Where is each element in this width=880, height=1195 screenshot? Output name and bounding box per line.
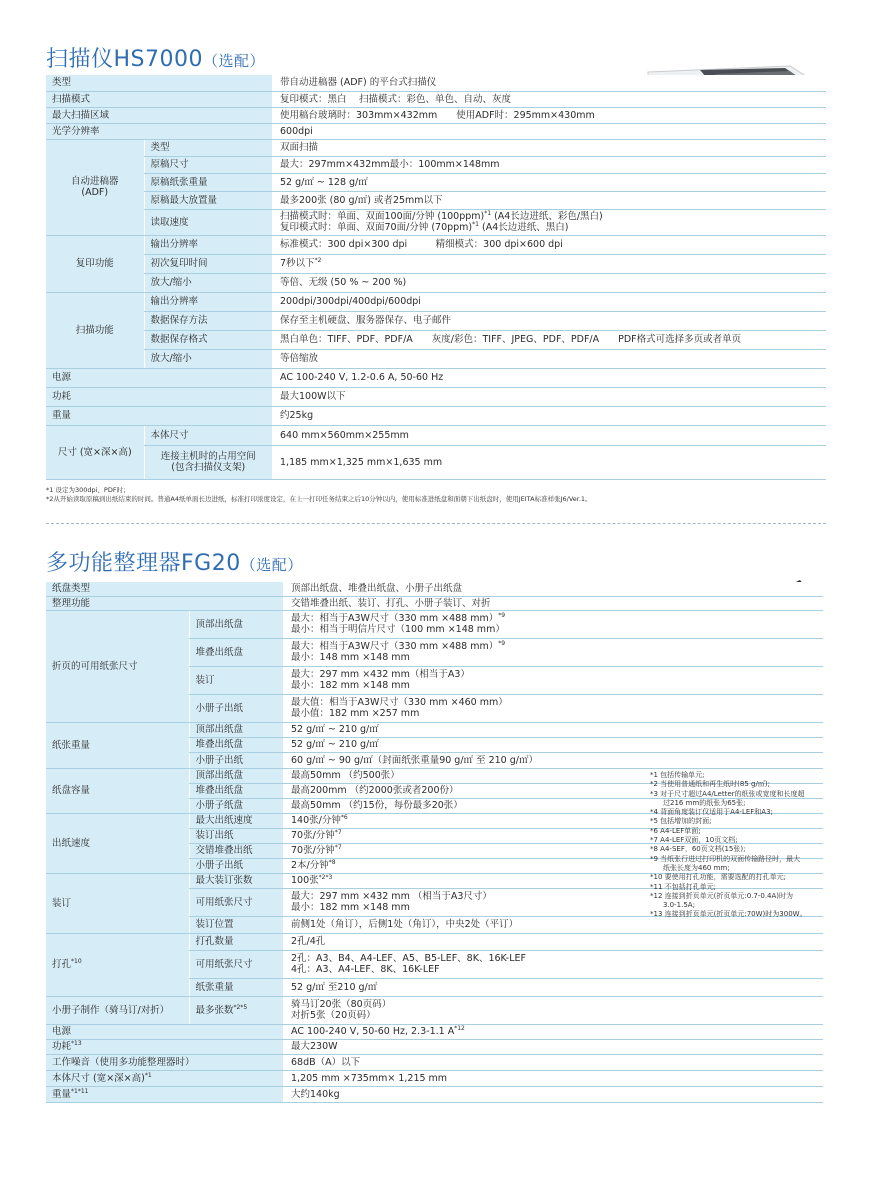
- value-line: [291, 613, 817, 624]
- spec-value: 交错堆叠出纸、装订、打孔、小册子装订、对折: [283, 596, 823, 610]
- table-row: [46, 1024, 823, 1039]
- table-row: [46, 156, 826, 173]
- spec-label: 最大扫描区域: [46, 107, 272, 123]
- table-row: [46, 933, 823, 950]
- speed-text: 扫描模式时：单面、双面100面/分钟 (100ppm): [280, 211, 485, 222]
- value-line: 最小：相当于明信片尺寸（100 mm ×148 mm）: [291, 624, 505, 635]
- scanner-title-text: 扫描仪HS7000: [46, 47, 203, 72]
- spec-group-label: 尺寸 (宽×深×高): [46, 425, 144, 479]
- value-text: 70张/分钟: [291, 830, 335, 841]
- spec-group-label: 扫描功能: [46, 292, 144, 368]
- spec-sublabel: 原稿最大放置量: [144, 191, 272, 209]
- spec-group-label: 小册子制作（骑马订/对折）: [46, 996, 189, 1024]
- spec-sublabel: [144, 445, 272, 479]
- table-row: [46, 1054, 823, 1070]
- spec-sublabel: 小册子出纸: [189, 694, 283, 722]
- footnote-ref: *9: [498, 639, 506, 647]
- footnote-ref: *8: [328, 858, 336, 866]
- table-row: [46, 173, 826, 191]
- table-row: [46, 596, 823, 610]
- side-note: *13 连接到折页单元(折页单元:70W)时为300W。: [650, 910, 807, 919]
- spec-sublabel: 装订出纸: [189, 828, 283, 843]
- table-row: [46, 139, 826, 156]
- table-row: [46, 107, 826, 123]
- spec-value: 最多200张 (80 g/㎡) 或者25mm以下: [272, 191, 826, 209]
- spec-value: 标准模式：300 dpi×300 dpi 精细模式：300 dpi×600 dpi: [272, 235, 826, 254]
- spec-value: 最高50mm （约15份，每份最多20张）: [283, 798, 823, 813]
- spec-value: [283, 950, 823, 978]
- spec-label: 电源: [46, 368, 272, 387]
- spec-value: 52 g/㎡ ~ 128 g/㎡: [272, 173, 826, 191]
- spec-value: 复印模式：黑白 扫描模式：彩色、单色、自动、灰度: [272, 91, 826, 107]
- spec-value: 最高50mm （约500张）: [283, 768, 823, 783]
- footnote-ref: *13: [71, 1039, 82, 1047]
- spec-value: 1,185 mm×1,325 mm×1,635 mm: [272, 445, 826, 479]
- table-row: [46, 1070, 823, 1086]
- footnote-ref: *12: [454, 1024, 465, 1032]
- spec-label: [46, 1086, 283, 1102]
- adf-label: 自动进稿器: [70, 176, 119, 187]
- value-text: AC 100-240 V, 50-60 Hz, 2.3-1.1 A: [291, 1026, 455, 1037]
- spec-label: 工作噪音（使用多功能整理器时）: [46, 1054, 283, 1070]
- footnote-ref: *1*11: [71, 1087, 89, 1095]
- scanner-section-title: [46, 42, 265, 73]
- spec-sublabel: 最大出纸速度: [189, 813, 283, 828]
- spec-value: 2孔/4孔: [283, 933, 823, 950]
- footnote-ref: *2*3: [318, 873, 333, 881]
- value-line: 2孔：A3、B4、A4-LEF、A5、B5-LEF、8K、16K-LEF: [291, 953, 526, 964]
- side-note: *6 A4-LEF单面;: [650, 826, 701, 835]
- spec-sublabel: 顶部出纸盘: [189, 722, 283, 737]
- table-row: [46, 368, 826, 387]
- speed-text: (A4长边进纸、彩色/黑白): [491, 211, 603, 222]
- spec-sublabel: 可用纸张尺寸: [189, 950, 283, 978]
- footnote: *1 设定为300dpi、PDF时；: [46, 486, 130, 494]
- spec-sublabel: 堆叠出纸盘: [189, 737, 283, 752]
- spec-value: 1,205 mm ×735mm× 1,215 mm: [283, 1070, 823, 1086]
- spec-sublabel: 类型: [144, 139, 272, 156]
- spec-value: 最大：297mm×432mm最小：100mm×148mm: [272, 156, 826, 173]
- spec-value: 大约140kg: [283, 1086, 823, 1102]
- label-text: 重量: [52, 1088, 72, 1100]
- table-row: [46, 273, 826, 292]
- finisher-title-text: 多功能整理器FG20: [46, 551, 241, 576]
- table-row: [46, 1039, 823, 1054]
- spec-sublabel: [189, 996, 283, 1024]
- spec-sublabel: 原稿尺寸: [144, 156, 272, 173]
- spec-sublabel: 数据保存格式: [144, 330, 272, 349]
- value-line: 最小：182 mm ×148 mm: [291, 902, 410, 913]
- spec-label: 扫描模式: [46, 91, 272, 107]
- spec-value: [283, 638, 823, 666]
- spec-sublabel: 小册子纸盘: [189, 798, 283, 813]
- spec-label: 整理功能: [46, 596, 283, 610]
- table-row: [46, 349, 826, 368]
- side-note: *1 包括传输单元;: [650, 771, 705, 779]
- speed-line: [280, 211, 820, 222]
- group-label-text: 打孔: [52, 959, 72, 970]
- value-text: 最大：相当于A3W尺寸（330 mm ×488 mm）: [291, 613, 499, 624]
- spec-value: 等倍缩放: [272, 349, 826, 368]
- spec-value: 前侧1处（角订），后侧1处（角订），中央2处（平订）: [283, 916, 823, 933]
- spec-sublabel: 放大/缩小: [144, 273, 272, 292]
- spec-sublabel: 堆叠出纸盘: [189, 638, 283, 666]
- value-line: 最大：297 mm ×432 mm（相当于A3）: [291, 669, 470, 680]
- value-line: 4孔：A3、A4-LEF、8K、16K-LEF: [291, 964, 440, 975]
- spec-label: 功耗: [46, 387, 272, 406]
- speed-line: [280, 222, 820, 233]
- spec-value: 52 g/㎡ 至210 g/㎡: [283, 978, 823, 996]
- spec-value: 68dB（A）以下: [283, 1054, 823, 1070]
- table-row: [46, 235, 826, 254]
- table-row: [46, 292, 826, 311]
- footnote-ref: *2*5: [233, 1003, 248, 1011]
- spec-value: 200dpi/300dpi/400dpi/600dpi: [272, 292, 826, 311]
- footnote-ref: *2: [314, 256, 322, 264]
- value-line: 最大：297 mm ×432 mm （相当于A3尺寸）: [291, 891, 492, 902]
- finisher-optional-label: （选配）: [240, 556, 303, 574]
- spec-sublabel: 装订位置: [189, 916, 283, 933]
- spec-group-label: 出纸速度: [46, 813, 189, 873]
- speed-text: 复印模式时：单面、双面70面/分钟 (70ppm): [280, 222, 473, 233]
- spec-value: [272, 254, 826, 273]
- spec-label: 纸盘类型: [46, 582, 283, 596]
- spec-group-label: 纸盘容量: [46, 768, 189, 813]
- spec-value: 黑白单色：TIFF、PDF、PDF/A 灰度/彩色：TIFF、JPEG、PDF、PDF/A PDF格式可选择多页或者单页: [272, 330, 826, 349]
- footnote-ref: *1: [472, 220, 479, 228]
- section-divider: [46, 523, 826, 524]
- table-row: [46, 425, 826, 445]
- spec-label: 重量: [46, 406, 272, 425]
- spec-sublabel: 打孔数量: [189, 933, 283, 950]
- spec-group-label: [46, 139, 144, 235]
- spec-group-label: 复印功能: [46, 235, 144, 292]
- side-note: *12 连接到折页单元(折页单元:0.7-0.4A)时为: [650, 891, 794, 900]
- footnote-ref: *9: [498, 611, 506, 619]
- value-line: 最大值：相当于A3W尺寸（330 mm ×460 mm）: [291, 697, 508, 708]
- side-note: 过216 mm的纸张为65张;: [663, 798, 746, 807]
- side-note: *10 要使用打孔功能，需要选配的打孔单元;: [650, 873, 786, 882]
- spec-sublabel: 初次复印时间: [144, 254, 272, 273]
- side-note: 3.0-1.5A;: [663, 901, 695, 910]
- footnote-ref: *1: [144, 1071, 152, 1079]
- spec-value: 600dpi: [272, 123, 826, 139]
- sublabel-line: (包含扫描仪支架): [171, 462, 246, 473]
- value-text: 100张: [291, 875, 319, 886]
- spec-value: 最大230W: [283, 1039, 823, 1054]
- spec-sublabel: 读取速度: [144, 209, 272, 235]
- value-text: 7秒以下: [280, 258, 315, 269]
- side-note: *5 包括增加的封面;: [650, 817, 712, 826]
- side-note: *8 A4-SEF，60页文档(15张);: [650, 845, 746, 854]
- spec-value: 52 g/㎡ ~ 210 g/㎡: [283, 737, 823, 752]
- table-row: [46, 91, 826, 107]
- table-row: [46, 254, 826, 273]
- spec-value: 双面扫描: [272, 139, 826, 156]
- table-row: [46, 311, 826, 330]
- spec-value: AC 100-240 V, 1.2-0.6 A, 50-60 Hz: [272, 368, 826, 387]
- scanner-optional-label: （选配）: [203, 52, 266, 70]
- value-text: 最大：相当于A3W尺寸（330 mm ×488 mm）: [291, 641, 499, 652]
- finisher-section-title: [46, 546, 303, 577]
- spec-sublabel: 顶部出纸盘: [189, 768, 283, 783]
- spec-sublabel: 输出分辨率: [144, 235, 272, 254]
- value-line: [291, 641, 817, 652]
- spec-value: [283, 694, 823, 722]
- value-line: 最小值：182 mm ×257 mm: [291, 708, 420, 719]
- spec-sublabel: 可用纸张尺寸: [189, 888, 283, 916]
- spec-group-label: 装订: [46, 873, 189, 933]
- spec-label: [46, 1039, 283, 1054]
- spec-sublabel: 装订: [189, 666, 283, 694]
- footnote-ref: *6: [340, 813, 348, 821]
- spec-sublabel: 堆叠出纸盘: [189, 783, 283, 798]
- spec-value: 640 mm×560mm×255mm: [272, 425, 826, 445]
- spec-value: 60 g/㎡ ~ 90 g/㎡（封面纸张重量90 g/㎡ 至 210 g/㎡）: [283, 752, 823, 768]
- footnote-ref: *10: [71, 957, 82, 965]
- value-line: 最小：148 mm ×148 mm: [291, 652, 410, 663]
- footnote-ref: *1: [484, 209, 492, 217]
- side-note: *4 背面角度装订仅适用于A4-LEF和A3;: [650, 808, 773, 817]
- spec-group-label: 纸张重量: [46, 722, 189, 768]
- table-row: [46, 75, 826, 91]
- spec-sublabel: 最大装订张数: [189, 873, 283, 888]
- label-text: 本体尺寸 (宽×深×高): [52, 1072, 145, 1084]
- sublabel-line: 连接主机时的占用空间: [160, 451, 256, 462]
- table-row: [46, 996, 823, 1024]
- value-text: 70张/分钟: [291, 845, 335, 856]
- spec-value: 最高200mm （约2000张或者200份）: [283, 783, 823, 798]
- spec-sublabel: 顶部出纸盘: [189, 610, 283, 638]
- spec-value: 约25kg: [272, 406, 826, 425]
- side-note: *7 A4-LEF双面，10页文档;: [650, 836, 738, 845]
- side-note: *3 对于尺寸超过A4/Letter的纸张或宽度和长度超: [650, 789, 805, 798]
- spec-sublabel: 小册子出纸: [189, 858, 283, 873]
- spec-sublabel: 小册子出纸: [189, 752, 283, 768]
- speed-text: (A4长边进纸、黑白): [478, 222, 569, 233]
- spec-group-label: 折页的可用纸张尺寸: [46, 610, 189, 722]
- side-note: *11 不包括打孔单元;: [650, 882, 716, 891]
- spec-value: 最大100W以下: [272, 387, 826, 406]
- spec-sublabel: 交错堆叠出纸: [189, 843, 283, 858]
- side-note: 纸张长度为460 mm;: [663, 863, 730, 872]
- footnote-ref: *7: [334, 843, 342, 851]
- table-row: [46, 209, 826, 235]
- spec-sublabel: 输出分辨率: [144, 292, 272, 311]
- spec-sublabel: 本体尺寸: [144, 425, 272, 445]
- spec-value: [283, 1024, 823, 1039]
- table-row: [46, 406, 826, 425]
- spec-value: 保存至主机硬盘、服务器保存、电子邮件: [272, 311, 826, 330]
- label-text: 功耗: [52, 1041, 72, 1052]
- spec-sublabel: 数据保存方法: [144, 311, 272, 330]
- spec-value: 使用稿台玻璃时：303mm×432mm 使用ADF时：295mm×430mm: [272, 107, 826, 123]
- spec-value: 等倍、无级 (50 % ~ 200 %): [272, 273, 826, 292]
- spec-value: [283, 610, 823, 638]
- sublabel-text: 最多张数: [195, 1004, 234, 1016]
- table-row: [46, 330, 826, 349]
- table-row: [46, 123, 826, 139]
- spec-label: [46, 1070, 283, 1086]
- table-row: [46, 445, 826, 479]
- spec-sublabel: 放大/缩小: [144, 349, 272, 368]
- value-line: 最小：182 mm ×148 mm: [291, 680, 410, 691]
- table-row: [46, 191, 826, 209]
- spec-value: 带自动进稿器 (ADF) 的平台式扫描仪: [272, 75, 826, 91]
- spec-value: 顶部出纸盘、堆叠出纸盘、小册子出纸盘: [283, 582, 823, 596]
- value-line: 骑马订20张（80页码）: [291, 999, 392, 1010]
- finisher-side-notes: [650, 771, 828, 920]
- table-row: [46, 1086, 823, 1102]
- spec-value: [272, 209, 826, 235]
- spec-sublabel: 纸张重量: [189, 978, 283, 996]
- side-note: *2 当使用普通纸和再生纸时(85 g/㎡);: [650, 780, 770, 789]
- value-text: 2本/分钟: [291, 860, 329, 871]
- table-row: [46, 387, 826, 406]
- scanner-footnotes: [46, 486, 846, 504]
- table-row: [46, 610, 823, 638]
- spec-value: [283, 996, 823, 1024]
- scanner-spec-table: [46, 75, 826, 480]
- table-row: [46, 722, 823, 737]
- value-text: 140张/分钟: [291, 815, 341, 826]
- spec-group-label: [46, 933, 189, 996]
- footnote: *2从开始读取原稿到出纸结束的时间。普通A4纸单面长边进纸，标准打印浓度设定，在上一打印任务结束之后10分钟以内，使用标准进纸盘和面朝下出纸盘时，使用JEITA标准样张J6/Ver.1。: [46, 495, 592, 503]
- table-row: [46, 582, 823, 596]
- spec-value: 52 g/㎡ ~ 210 g/㎡: [283, 722, 823, 737]
- footnote-ref: *7: [334, 828, 342, 836]
- spec-label: 类型: [46, 75, 272, 91]
- adf-label-sub: (ADF): [81, 187, 109, 198]
- side-note: *9 当纸张行进过打印机的双面传输路径时，最大: [650, 854, 801, 863]
- spec-sublabel: 原稿纸张重量: [144, 173, 272, 191]
- spec-value: [283, 666, 823, 694]
- spec-label: 电源: [46, 1024, 283, 1039]
- value-line: 对折5张（20页码）: [291, 1010, 376, 1021]
- spec-label: 光学分辨率: [46, 123, 272, 139]
